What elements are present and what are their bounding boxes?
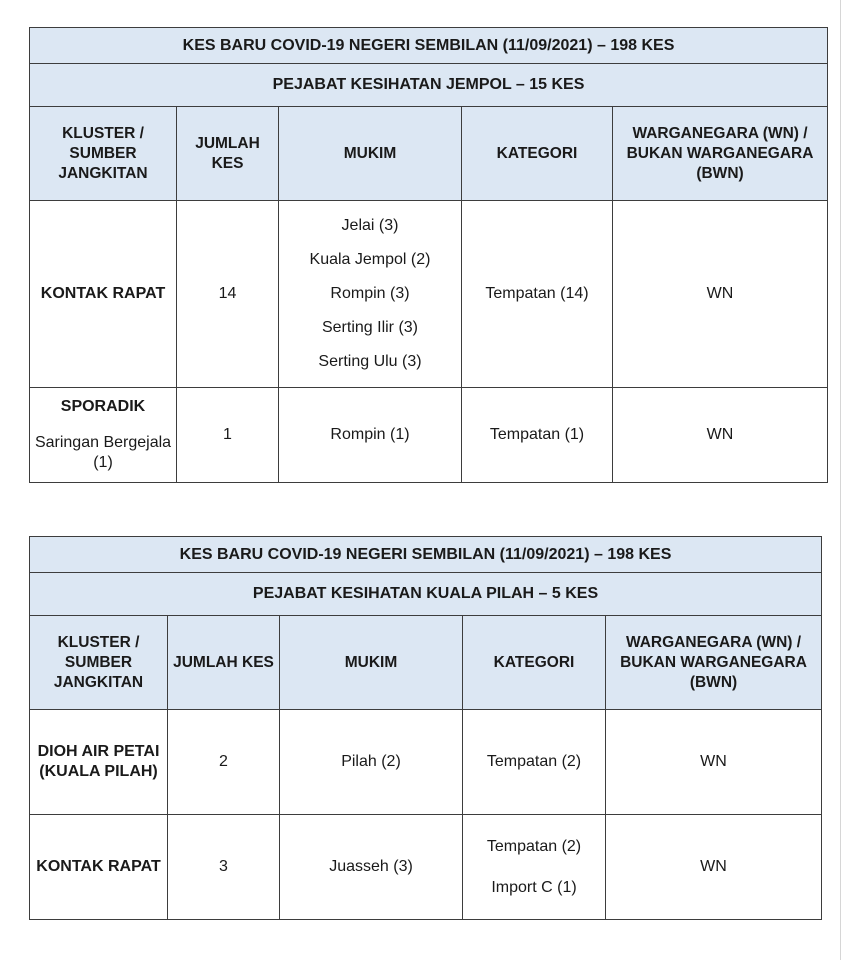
header-cluster: KLUSTER / SUMBER JANGKITAN (30, 107, 177, 201)
count-cell: 3 (168, 815, 280, 920)
table-row (30, 388, 828, 483)
citizenship-cell: WN (606, 710, 822, 815)
header-count: JUMLAH KES (177, 107, 279, 201)
count-cell: 1 (177, 388, 279, 483)
mukim-item: Rompin (3) (330, 285, 410, 302)
cluster-note: Saringan Bergejala (1) (34, 434, 172, 471)
mukim-item: Serting Ilir (3) (321, 319, 419, 336)
category-item: Tempatan (1) (489, 426, 585, 443)
table-row (30, 201, 828, 388)
header-category: KATEGORI (463, 616, 606, 710)
kuala-pilah-case-table (29, 536, 822, 920)
header-mukim: MUKIM (280, 616, 463, 710)
header-citizenship: WARGANEGARA (WN) / BUKAN WARGANEGARA (BWN) (606, 616, 822, 710)
category-item: Tempatan (2) (486, 753, 582, 770)
header-mukim: MUKIM (279, 107, 462, 201)
mukim-item: Kuala Jempol (2) (309, 251, 431, 268)
category-cell (463, 710, 606, 815)
category-item: Tempatan (14) (485, 285, 589, 302)
table-row (30, 815, 822, 920)
header-cluster: KLUSTER / SUMBER JANGKITAN (30, 616, 168, 710)
cluster-cell: KONTAK RAPAT (30, 201, 177, 388)
mukim-cell (280, 710, 463, 815)
table-row (30, 710, 822, 815)
count-cell: 2 (168, 710, 280, 815)
citizenship-cell: WN (613, 388, 828, 483)
header-category: KATEGORI (462, 107, 613, 201)
mukim-item: Rompin (1) (330, 426, 410, 443)
mukim-cell (279, 201, 462, 388)
cluster-cell: KONTAK RAPAT (30, 815, 168, 920)
category-cell (463, 815, 606, 920)
header-citizenship: WARGANEGARA (WN) / BUKAN WARGANEGARA (BWN) (613, 107, 828, 201)
category-cell (462, 388, 613, 483)
category-item: Tempatan (2) (486, 838, 582, 855)
cluster-cell (30, 388, 177, 483)
mukim-cell (279, 388, 462, 483)
page-edge-rule (840, 0, 841, 960)
mukim-item: Juasseh (3) (329, 858, 413, 875)
cluster-cell: DIOH AIR PETAI (KUALA PILAH) (30, 710, 168, 815)
count-cell: 14 (177, 201, 279, 388)
citizenship-cell: WN (606, 815, 822, 920)
category-item: Import C (1) (491, 879, 577, 896)
table-title: KES BARU COVID-19 NEGERI SEMBILAN (11/09/2021) – 198 KES (30, 537, 822, 573)
jempol-case-table (29, 27, 828, 483)
cluster-label: SPORADIK (60, 398, 146, 415)
mukim-cell (280, 815, 463, 920)
citizenship-cell: WN (613, 201, 828, 388)
category-cell (462, 201, 613, 388)
office-title: PEJABAT KESIHATAN KUALA PILAH – 5 KES (30, 573, 822, 616)
table-title: KES BARU COVID-19 NEGERI SEMBILAN (11/09/2021) – 198 KES (30, 28, 828, 64)
mukim-item: Jelai (3) (341, 217, 399, 234)
office-title: PEJABAT KESIHATAN JEMPOL – 15 KES (30, 64, 828, 107)
mukim-item: Pilah (2) (341, 753, 401, 770)
header-count: JUMLAH KES (168, 616, 280, 710)
mukim-item: Serting Ulu (3) (318, 353, 422, 370)
